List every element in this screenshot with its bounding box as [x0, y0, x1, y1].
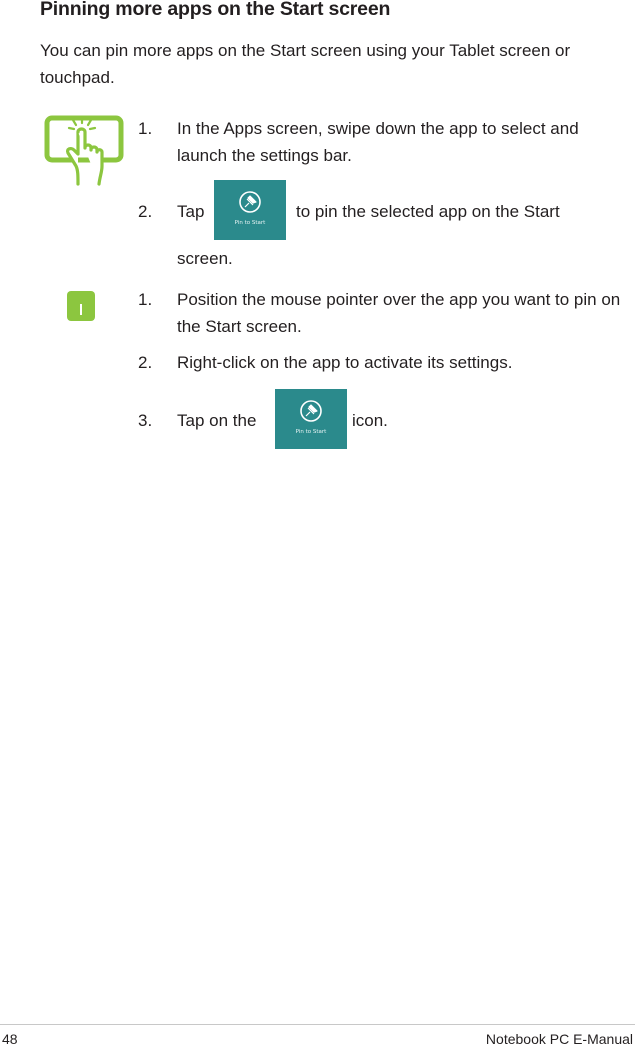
touchpad-step-2-number: 2. — [138, 353, 153, 372]
pin-to-start-tile — [214, 180, 286, 240]
pin-to-start-tile — [275, 389, 347, 449]
page-title: Pinning more apps on the Start screen — [40, 0, 391, 20]
page-number: 48 — [2, 1031, 18, 1047]
touch-step-1-number: 1. — [138, 119, 153, 138]
touch-step-2-number: 2. — [138, 202, 153, 221]
touchpad-icon — [67, 291, 95, 321]
touchpad-step-3-text-before: Tap on the — [177, 411, 257, 430]
touch-step-2-text-after: to pin the selected app on the Start — [296, 202, 560, 221]
touch-screen-gesture-icon — [44, 114, 124, 188]
touch-step-2-text-cont: screen. — [177, 249, 233, 268]
intro-paragraph: You can pin more apps on the Start screen using your Tablet screen or touchpad. — [40, 41, 571, 87]
touchpad-step-3-text-after: icon. — [352, 411, 388, 430]
pin-tile-label: Pin to Start — [295, 429, 327, 435]
manual-title: Notebook PC E-Manual — [485, 1031, 633, 1047]
touchpad-step-1-number: 1. — [138, 290, 153, 309]
pin-tile-label: Pin to Start — [234, 220, 266, 226]
touchpad-step-1-text: Position the mouse pointer over the app you want to pin on the Start screen. — [177, 290, 621, 336]
touchpad-step-2-text: Right-click on the app to activate its settings. — [177, 353, 513, 372]
touchpad-step-3-number: 3. — [138, 411, 153, 430]
touch-step-1-text: In the Apps screen, swipe down the app to select and launch the settings bar. — [177, 119, 579, 165]
touch-step-2-text-before: Tap — [177, 202, 205, 221]
footer-divider — [0, 1024, 635, 1025]
